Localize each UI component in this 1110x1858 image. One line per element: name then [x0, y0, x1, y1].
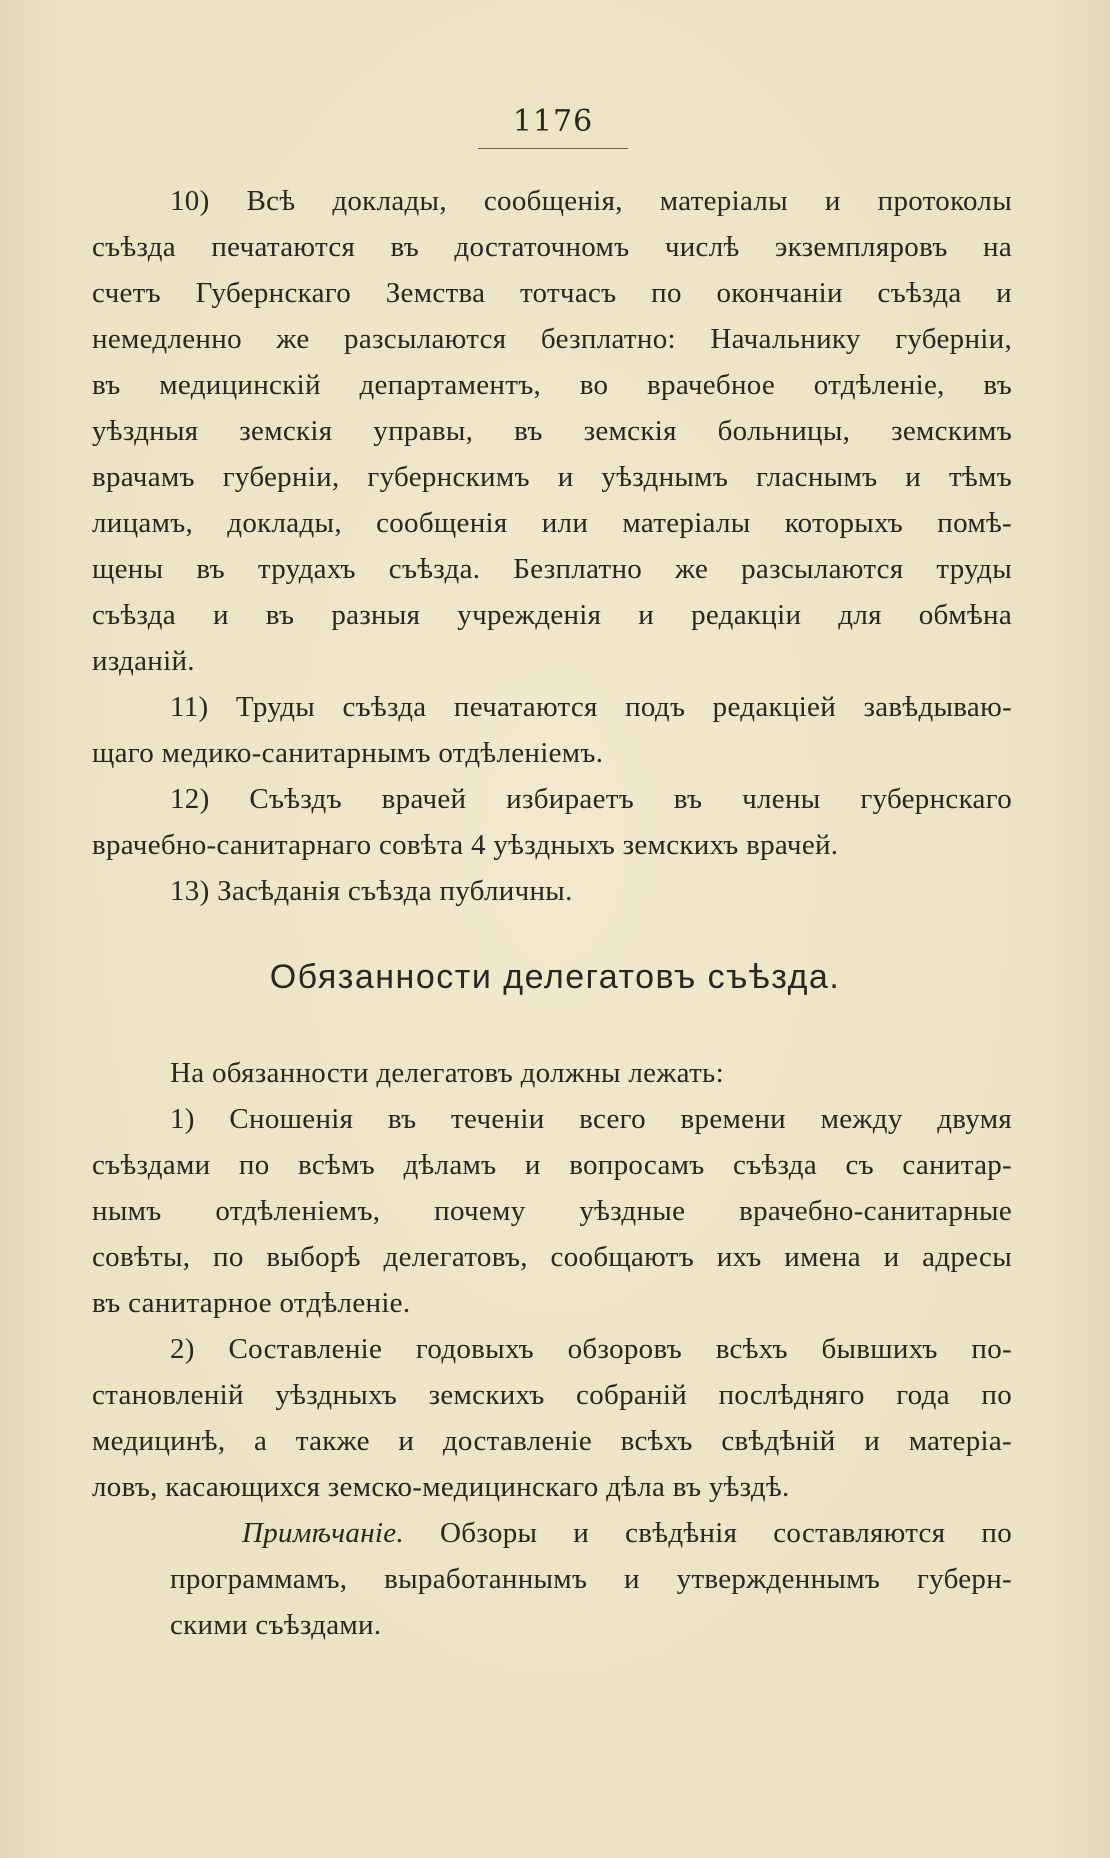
page-number: 1176: [512, 104, 594, 139]
text-line: съѣзда и въ разныя учрежденія и редакціи для обмѣна: [92, 599, 1012, 631]
text-line: 13) Засѣданія съѣзда публичны.: [170, 875, 573, 907]
text-line: медицинѣ, а также и доставленіе всѣхъ свѣдѣній и матеріа-: [92, 1425, 1012, 1457]
text-line: 10) Всѣ доклады, сообщенія, матеріалы и протоколы: [170, 185, 1012, 217]
text-line: 11) Труды съѣзда печатаются подъ редакціей завѣдываю-: [170, 691, 1012, 723]
text-line: съѣздами по всѣмъ дѣламъ и вопросамъ съѣзда съ санитар-: [92, 1149, 1012, 1181]
text-line: становленій уѣздныхъ земскихъ собраній послѣдняго года по: [92, 1379, 1012, 1411]
paragraph-duty-2: [92, 1326, 1012, 1510]
text-line: врачамъ губерніи, губернскимъ и уѣзднымъ гласнымъ и тѣмъ: [92, 461, 1012, 493]
text-line: въ санитарное отдѣленіе.: [92, 1287, 411, 1319]
page-number-rule: [478, 148, 628, 149]
text-line: щены въ трудахъ съѣзда. Безплатно же разсылаются труды: [92, 553, 1012, 585]
note-first-line: [92, 1510, 1012, 1556]
paragraph-13: [92, 868, 1012, 914]
text-line: 2) Составленіе годовыхъ обзоровъ всѣхъ бывшихъ по-: [170, 1333, 1012, 1365]
paragraph-10: [92, 178, 1012, 684]
text-line: счетъ Губернскаго Земства тотчасъ по окончаніи съѣзда и: [92, 277, 1012, 309]
note: [92, 1510, 1012, 1648]
paragraph-11: [92, 684, 1012, 776]
text-line: скими съѣздами.: [170, 1609, 382, 1641]
text-line: 12) Съѣздъ врачей избираетъ въ члены губернскаго: [170, 783, 1012, 815]
text-line: нымъ отдѣленіемъ, почему уѣздные врачебно-санитарные: [92, 1195, 1012, 1227]
text-line: лицамъ, доклады, сообщенія или матеріалы которыхъ помѣ-: [92, 507, 1012, 539]
upper-text-block: [92, 178, 1012, 914]
text-line: программамъ, выработаннымъ и утвержденнымъ губерн-: [170, 1563, 1012, 1595]
text-line: На обязанности делегатовъ должны лежать:: [170, 1057, 724, 1089]
text-line: 1) Сношенія въ теченіи всего времени между двумя: [170, 1103, 1012, 1135]
paragraph-duty-1: [92, 1096, 1012, 1326]
note-first-line-text: Обзоры и свѣдѣнія составляются по: [440, 1517, 1012, 1549]
paragraph-intro: [92, 1050, 1012, 1096]
lower-text-block: [92, 1050, 1012, 1648]
text-line: немедленно же разсылаются безплатно: Начальнику губерніи,: [92, 323, 1012, 355]
section-heading: Обязанности делегатовъ съѣзда.: [269, 958, 841, 996]
text-line: совѣты, по выборѣ делегатовъ, сообщаютъ ихъ имена и адресы: [92, 1241, 1012, 1273]
text-line: уѣздныя земскія управы, въ земскія больницы, земскимъ: [92, 415, 1012, 447]
text-line: въ медицинскій департаментъ, во врачебное отдѣленіе, въ: [92, 369, 1012, 401]
paragraph-12: [92, 776, 1012, 868]
text-line: щаго медико-санитарнымъ отдѣленіемъ.: [92, 737, 604, 769]
text-line: ловъ, касающихся земско-медицинскаго дѣла въ уѣздѣ.: [92, 1471, 790, 1503]
text-line: врачебно-санитарнаго совѣта 4 уѣздныхъ земскихъ врачей.: [92, 829, 839, 861]
text-line: изданій.: [92, 645, 195, 677]
note-label: Примѣчаніе.: [242, 1517, 404, 1549]
text-line: съѣзда печатаются въ достаточномъ числѣ экземпляровъ на: [92, 231, 1012, 263]
